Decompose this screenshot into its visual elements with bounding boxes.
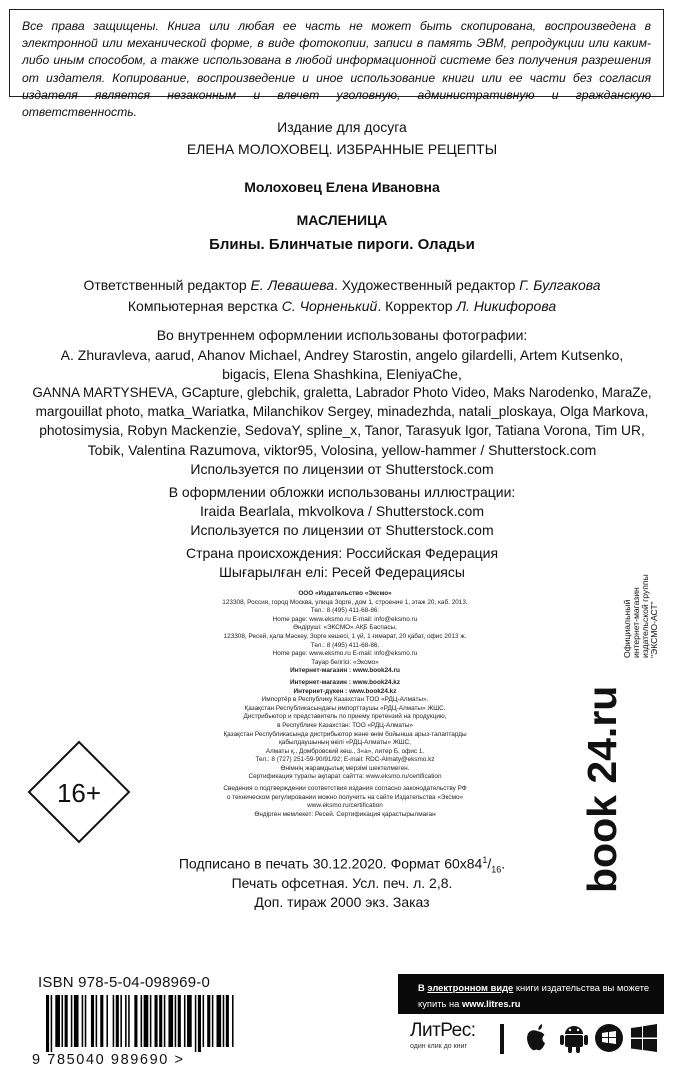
age-rating-text: 16+ [56, 778, 102, 808]
publisher-line: Home page: www.eksmo.ru E-mail: info@eksmo.ru [272, 615, 418, 623]
photo-credits-line: margouillat photo, matka_Wariatka, Milanchikov Sergey, minadezhda, natali_ploskaya, Olga Markova, [35, 404, 649, 419]
country-of-origin-kz: Шығарылған елі: Ресей Федерациясы [219, 564, 465, 580]
publisher-line: Қазақстан Республикасында дистрибьютор және өнім бойынша арыз-талаптарды [223, 730, 467, 738]
barcode-bar [226, 995, 229, 1047]
cover-credits-heading: В оформлении обложки использованы иллюстрации: [168, 484, 516, 500]
publisher-line: Сведения о подтверждении соответствия издания согласно законодательству РФ [223, 785, 467, 793]
country-of-origin: Страна происхождения: Российская Федерация [185, 545, 499, 561]
publisher-line: Сертификация туралы ақпарат сайтта: www.eksmo.ru/certification [248, 773, 442, 781]
author-name: Молоховец Елена Ивановна [244, 179, 440, 195]
barcode-bar [212, 995, 214, 1047]
photo-credits-line: Tobik, Valentina Razumova, viktor95, Volosina, yellow-hammer / Shutterstock.com [87, 442, 597, 458]
barcode-bar [184, 995, 186, 1047]
publisher-line: Импортёр в Республику Казахстан ТОО «РДЦ-Алматы». [261, 696, 429, 704]
barcode-bar [65, 995, 68, 1047]
print-info-line-2: Печать офсетная. Усл. печ. л. 2,8. [231, 875, 453, 891]
barcode-bar [85, 995, 87, 1047]
litres-tagline: один клик до книг [410, 1043, 468, 1050]
print-info-line-3: Доп. тираж 2000 экз. Заказ [254, 894, 430, 910]
credits-line-2: Компьютерная верстка С. Чорненький. Корректор Л. Никифорова [127, 298, 557, 314]
book24-logo [578, 568, 658, 898]
publisher-line: Алматы қ., Домбровский көш., 3«а», литер Б, офис 1. [265, 747, 425, 755]
book24-caption: интернет-магазин [631, 587, 641, 658]
litres-link[interactable]: www.litres.ru [462, 998, 521, 1009]
publisher-line: Интернет-магазин : www.book24.ru [290, 667, 400, 675]
age-rating-badge [27, 740, 131, 844]
barcode-bar [46, 995, 49, 1053]
barcode-bar [203, 995, 205, 1047]
publisher-line: Өнімнің жарамдылық мерзімі шектелмеген. [280, 764, 410, 772]
photo-credits-line: bigacis, Elena Shashkina, EleniyaChe, [222, 366, 462, 382]
isbn-digits: 9 785040 989690 > [32, 1052, 242, 1068]
publisher-line: Интернет-дүкен : www.book24.kz [293, 687, 397, 695]
copyright-notice: Все права защищены. Книга или любая ее часть не может быть скопирована, воспроизведена в электронной или механической форме, в виде фотокопии, записи в память ЭВМ, репродукции или каким-либо иным способом, а также использована в любой информационной системе без получения разрешения от издателя. Копирование, воспроизведение и иное использование книги или ее части без согласия издателя является незаконным и влечет уголовную, административную и гражданскую ответственность. [9, 9, 664, 97]
publisher-line: ООО «Издательство «Эксмо» [298, 590, 392, 597]
barcode-bar [141, 995, 143, 1047]
litres-divider [500, 1024, 504, 1054]
barcode-bar [232, 995, 234, 1047]
barcode-bar [207, 995, 210, 1047]
barcode-bar [96, 995, 98, 1047]
publisher-line: Тел.: 8 (727) 251-59-90/91/92; E-mail: RDC-Almaty@eksmo.kz [255, 756, 435, 764]
barcode-bar [55, 995, 60, 1047]
publisher-line: о техническом регулировании можно получить на сайте Издательства «Эксмо» [226, 793, 464, 801]
book-title: МАСЛЕНИЦА [296, 212, 388, 228]
barcode-bar [198, 995, 201, 1053]
series-title: ЕЛЕНА МОЛОХОВЕЦ. ИЗБРАННЫЕ РЕЦЕПТЫ [186, 141, 498, 157]
litres-banner: В электронном виде книги издательства вы можете купить на www.litres.ru [398, 974, 664, 1014]
isbn-block [32, 974, 242, 1068]
barcode-bar [74, 995, 79, 1047]
barcode-bar [168, 995, 173, 1047]
publisher-line: қабылдаушының өкілі «РДЦ-Алматы» ЖШС, [279, 739, 411, 747]
barcode-bar [62, 995, 64, 1047]
publisher-line: www.eksmo.ru/certification [307, 802, 383, 810]
barcode-bar [100, 995, 103, 1047]
credits-line-1: Ответственный редактор Е. Левашева. Художественный редактор Г. Булгакова [83, 277, 601, 293]
barcode-bar [128, 995, 130, 1047]
barcode-bar [116, 995, 119, 1047]
barcode-bar [150, 995, 152, 1047]
cover-credits-line: Iraida Bearlala, mkvolkova / Shutterstock.com [199, 503, 484, 519]
publisher-line: Қазақстан Республикасындағы импорттаушы «РДЦ-Алматы» ЖШС. [244, 704, 446, 712]
barcode-bar [155, 995, 158, 1047]
apple-icon [522, 1022, 552, 1054]
book24-caption: "ЭКСМО-АСТ" [649, 601, 658, 658]
isbn-label: ISBN 978-5-04-098969-0 [38, 974, 211, 991]
publisher-line: Тел.: 8 (495) 411-68-86. [310, 607, 380, 615]
publisher-line: 123308, Россия, город Москва, улица Зорге, дом 1, строение 1, этаж 20, каб. 2013. [222, 598, 468, 606]
photo-license: Используется по лицензии от Shutterstock.com [190, 461, 494, 477]
publisher-line: Тауар белгісі: «Эксмо» [311, 658, 379, 666]
barcode-bar [144, 995, 149, 1047]
cover-license: Используется по лицензии от Shutterstock.com [190, 522, 494, 538]
print-info-line-1: Подписано в печать 30.12.2020. Формат $60х84^1/_{16}$. [178, 855, 506, 875]
barcode-bar [178, 995, 181, 1047]
photo-credits-line: A. Zhuravleva, aarud, Ahanov Michael, Andrey Starostin, angelo gilardelli, Artem Kutsenko, [60, 347, 624, 363]
publisher-info [180, 590, 510, 819]
litres-logo: ЛитРес: [410, 1020, 476, 1041]
book24-caption: издательской группы [640, 574, 650, 658]
barcode-bar [187, 995, 192, 1047]
barcode-bar [91, 995, 94, 1047]
isbn-barcode [32, 995, 242, 1053]
barcode-bar [51, 995, 53, 1053]
litres-block [398, 974, 664, 1062]
windows-icon [630, 1024, 658, 1052]
edition-type: Издание для досуга [277, 119, 407, 135]
publisher-line: Интернет-магазин : www.book24.kz [289, 678, 401, 686]
barcode-bar [217, 995, 222, 1047]
barcode-bar [120, 995, 122, 1047]
photo-credits-heading: Во внутреннем оформлении использованы фотографии: [156, 327, 528, 343]
barcode-bar [164, 995, 166, 1047]
barcode-bar [125, 995, 127, 1047]
barcode-bar [113, 995, 115, 1047]
barcode-bar [195, 995, 197, 1053]
book24-block [578, 568, 658, 898]
barcode-bar [134, 995, 137, 1047]
windows-phone-icon [594, 1022, 624, 1054]
publisher-line: Тел.: 8 (495) 411-68-86. [310, 641, 380, 649]
barcode-bar [82, 995, 84, 1047]
android-icon [560, 1022, 588, 1054]
photo-credits-line: GANNA MARTYSHEVA, GCapture, glebchik, graletta, Labrador Photo Video, Maks Narodenko, MaraZe, [32, 385, 652, 400]
barcode-bar [71, 995, 73, 1047]
barcode-bar [223, 995, 225, 1047]
barcode-bar [106, 995, 108, 1047]
publisher-line: в Республике Казахстан: ТОО «РДЦ-Алматы» [277, 721, 413, 729]
publisher-line: Дистрибьютор и представитель по приему претензий на продукцию, [243, 713, 447, 721]
publisher-line: Өндіруші: «ЭКСМО» АҚБ Баспасы, [293, 624, 397, 632]
publisher-line: Өндірген мемлекет: Ресей. Сертификация қарастырылмаған [254, 810, 436, 818]
book24-logo-text: book 24.ru [579, 685, 625, 893]
barcode-bar [175, 995, 177, 1047]
book24-caption: Официальный [622, 599, 632, 658]
barcode-bar [159, 995, 162, 1047]
publisher-line: 123308, Ресей, қала Мәскеу, Зорге көшесі, 1 үй, 1 ғимарат, 20 қабат, офис 2013 ж. [223, 632, 467, 640]
publisher-line: Home page: www.eksmo.ru E-mail: info@eksmo.ru [272, 650, 418, 658]
book-subtitle: Блины. Блинчатые пироги. Оладьи [209, 236, 475, 253]
photo-credits-line: photosimysia, Robyn Mackenzie, SedovaY, spline_x, Tanor, Tarasyuk Igor, Tatiana Vorona, Tim UR, [39, 423, 645, 438]
